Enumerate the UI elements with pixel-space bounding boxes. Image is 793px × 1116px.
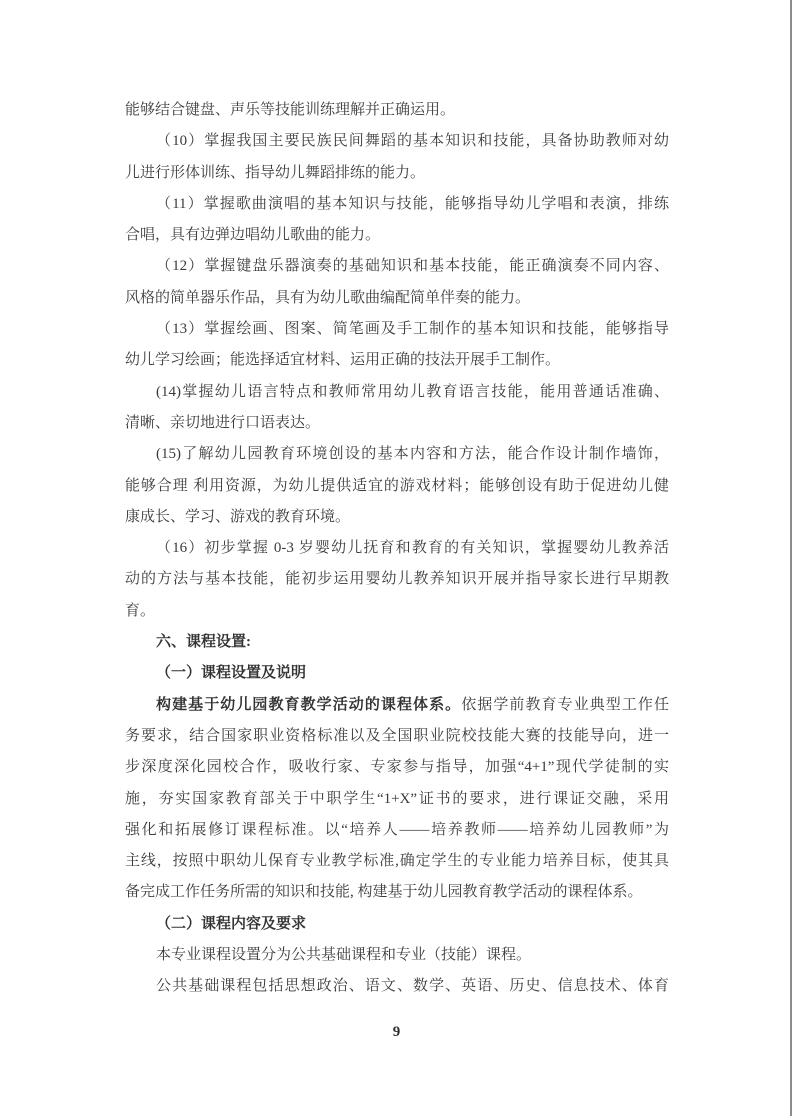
text-segment: 动的方法与基本技能，能初步运用婴幼儿教养知识开展并指导家长进行早期教 <box>125 571 669 588</box>
text-segment: 本专业课程设置分为公共基础课程和专业（技能）课程。 <box>156 947 532 964</box>
text-segment: 幼儿学习绘画；能选择适宜材料、运用正确的技法开展手工制作。 <box>125 352 561 369</box>
text-segment: 能够合理 利用资源，为幼儿提供适宜的游戏材料；能够创设有助于促进幼儿健 <box>125 477 669 494</box>
text-segment: （10）掌握我国主要民族民间舞蹈的基本知识和技能，具备协助教师对幼 <box>156 133 669 150</box>
text-segment: 主线，按照中职幼儿保育专业教学标准,确定学生的专业能力培养目标，使其具 <box>125 853 669 870</box>
text-segment: 构建基于幼儿园教育教学活动的课程体系。 <box>156 696 462 713</box>
text-segment: 强化和拓展修订课程标准。以“培养人——培养教师——培养幼儿园教师”为 <box>125 821 669 838</box>
text-line <box>125 971 669 1002</box>
text-line <box>125 846 669 877</box>
text-line <box>125 471 669 502</box>
text-segment: 务要求，结合国家职业资格标准以及全国职业院校技能大赛的技能导向，进一 <box>125 727 669 744</box>
page-edge-divider <box>790 0 792 1116</box>
text-line <box>125 690 669 721</box>
text-segment: 合唱，具有边弹边唱幼儿歌曲的能力。 <box>125 227 381 244</box>
text-line <box>125 314 669 345</box>
text-segment: 能够结合键盘、声乐等技能训练理解并正确运用。 <box>125 102 456 118</box>
text-line <box>125 377 669 408</box>
text-segment: （13）掌握绘画、图案、简笔画及手工制作的基本知识和技能，能够指导 <box>156 321 669 338</box>
text-segment: （16）初步掌握 0-3 岁婴幼儿抚育和教育的有关知识，掌握婴幼儿教养活 <box>156 540 669 557</box>
text-line <box>125 940 669 971</box>
text-line <box>125 877 669 908</box>
text-segment: 育。 <box>125 602 156 619</box>
text-segment: （11）掌握歌曲演唱的基本知识与技能，能够指导幼儿学唱和表演，排练 <box>156 195 669 212</box>
text-line <box>125 189 669 220</box>
text-segment: （二）课程内容及要求 <box>156 915 307 932</box>
text-line <box>125 564 669 595</box>
text-line <box>125 126 669 157</box>
text-segment: 康成长、学习、游戏的教育环境。 <box>125 508 351 525</box>
text-line <box>125 658 669 689</box>
document-body <box>125 95 669 1003</box>
text-line <box>125 533 669 564</box>
text-segment: 公共基础课程包括思想政治、语文、数学、英语、历史、信息技术、体育 <box>156 978 669 995</box>
text-line <box>125 502 669 533</box>
text-segment: 风格的简单器乐作品，具有为幼儿歌曲编配简单伴奏的能力。 <box>125 289 531 306</box>
text-segment: 六、课程设置: <box>156 634 251 651</box>
text-segment: 儿进行形体训练、指导幼儿舞蹈排练的能力。 <box>125 164 426 181</box>
text-line <box>125 439 669 470</box>
text-line <box>125 721 669 752</box>
text-line <box>125 345 669 376</box>
text-line <box>125 220 669 251</box>
text-line <box>125 627 669 658</box>
text-segment: (14)掌握幼儿语言特点和教师常用幼儿教育语言技能，能用普通话准确、 <box>156 383 669 400</box>
text-segment: 清晰、亲切地进行口语表达。 <box>125 414 321 431</box>
text-line <box>125 95 669 126</box>
text-line <box>125 815 669 846</box>
text-segment: 依据学前教育专业典型工作任 <box>461 696 669 713</box>
text-line <box>125 158 669 189</box>
page-number: 9 <box>392 1024 401 1040</box>
text-segment: 施，夯实国家教育部关于中职学生“1+X”证书的要求，进行课证交融，采用 <box>125 790 669 807</box>
text-line <box>125 283 669 314</box>
text-segment: （一）课程设置及说明 <box>156 665 307 682</box>
text-line <box>125 752 669 783</box>
text-line <box>125 784 669 815</box>
text-segment: 步深度深化园校合作，吸收行家、专家参与指导，加强“4+1”现代学徒制的实 <box>125 759 669 776</box>
text-line <box>125 596 669 627</box>
text-segment: 备完成工作任务所需的知识和技能, 构建基于幼儿园教育教学活动的课程体系。 <box>125 884 643 901</box>
text-segment: (15)了解幼儿园教育环境创设的基本内容和方法，能合作设计制作墙饰， <box>156 446 669 463</box>
text-line <box>125 251 669 282</box>
text-segment: （12）掌握键盘乐器演奏的基础知识和基本技能，能正确演奏不同内容、 <box>156 258 669 275</box>
text-line <box>125 909 669 940</box>
text-line <box>125 408 669 439</box>
